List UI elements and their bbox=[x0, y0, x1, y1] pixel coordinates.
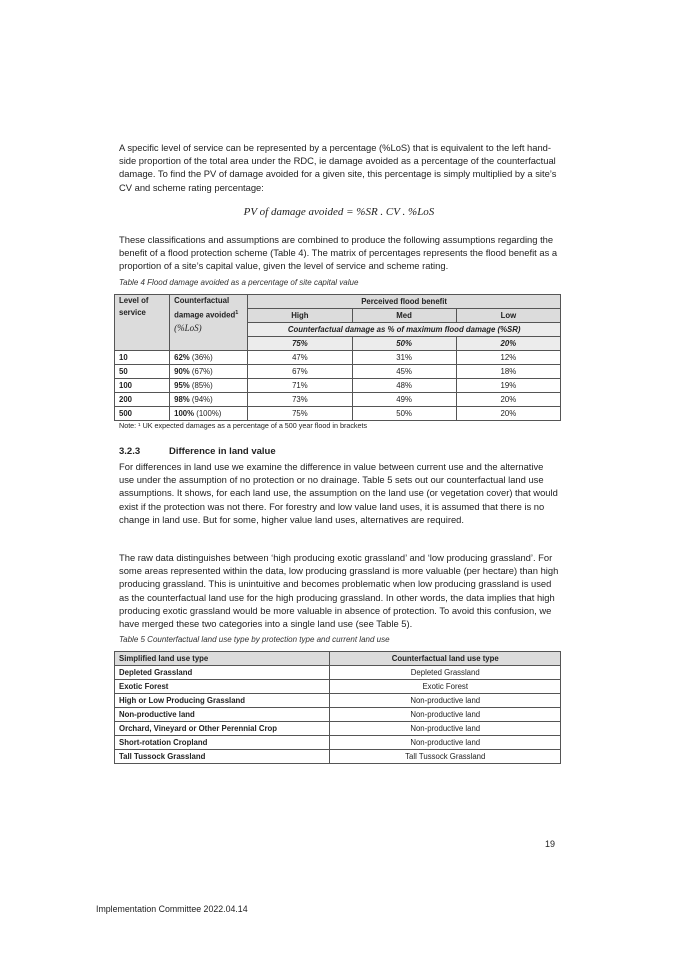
table5-simplified-cell: High or Low Producing Grassland bbox=[115, 694, 330, 708]
table4-level-cell: 10 bbox=[115, 351, 170, 365]
table5-counterfactual-cell: Non-productive land bbox=[330, 722, 561, 736]
table5-simplified-cell: Non-productive land bbox=[115, 708, 330, 722]
table4-level-cell: 500 bbox=[115, 407, 170, 421]
table4-caption: Table 4 Flood damage avoided as a percentage of site capital value bbox=[119, 278, 359, 287]
table5-row bbox=[115, 736, 561, 750]
table5-counterfactual-cell: Depleted Grassland bbox=[330, 666, 561, 680]
table4-high-cell: 73% bbox=[248, 393, 352, 407]
table4-low-cell: 19% bbox=[456, 379, 560, 393]
table4-damage-bold: 98% bbox=[174, 394, 190, 404]
table4-damage-cell bbox=[170, 379, 248, 393]
table5-counterfactual-cell: Non-productive land bbox=[330, 736, 561, 750]
table5-simplified-cell: Short-rotation Cropland bbox=[115, 736, 330, 750]
table4-row bbox=[115, 351, 561, 365]
section-heading bbox=[119, 446, 276, 457]
section-title: Difference in land value bbox=[169, 446, 276, 457]
table4-med-cell: 49% bbox=[352, 393, 456, 407]
table4-high-cell: 75% bbox=[248, 407, 352, 421]
table4-high-cell: 47% bbox=[248, 351, 352, 365]
table5-simplified-cell: Orchard, Vineyard or Other Perennial Crop bbox=[115, 722, 330, 736]
table5-counterfactual-cell: Non-productive land bbox=[330, 708, 561, 722]
table4-damage-paren: (85%) bbox=[191, 380, 213, 390]
page-number: 19 bbox=[545, 839, 556, 849]
table5-header-counterfactual: Counterfactual land use type bbox=[330, 652, 561, 666]
table4-level-cell: 200 bbox=[115, 393, 170, 407]
table5-counterfactual-cell: Non-productive land bbox=[330, 694, 561, 708]
table5-caption: Table 5 Counterfactual land use type by protection type and current land use bbox=[119, 635, 390, 644]
table4-damage-cell bbox=[170, 407, 248, 421]
table4-header-level: Level of service bbox=[115, 295, 170, 351]
table4-damage-bold: 95% bbox=[174, 380, 190, 390]
table5-simplified-cell: Exotic Forest bbox=[115, 680, 330, 694]
table4-row bbox=[115, 365, 561, 379]
table5-row bbox=[115, 708, 561, 722]
table4-header-damage-avoided bbox=[170, 295, 248, 351]
table4-subheader: Counterfactual damage as % of maximum flood damage (%SR) bbox=[248, 323, 561, 337]
table4-low-cell: 20% bbox=[456, 407, 560, 421]
table4-level-2: Low bbox=[456, 309, 560, 323]
table4-pct-2: 20% bbox=[456, 337, 560, 351]
table4-pct-1: 50% bbox=[352, 337, 456, 351]
table4-damage-paren: (67%) bbox=[191, 366, 213, 376]
table4-damage-bold: 90% bbox=[174, 366, 190, 376]
table4-level-cell: 50 bbox=[115, 365, 170, 379]
table5-simplified-cell: Depleted Grassland bbox=[115, 666, 330, 680]
table5-row bbox=[115, 666, 561, 680]
table4-group-header: Perceived flood benefit bbox=[248, 295, 561, 309]
table4-header-los-formula: (%LoS) bbox=[174, 322, 202, 333]
table5-row bbox=[115, 722, 561, 736]
table5-header-simplified: Simplified land use type bbox=[115, 652, 330, 666]
table4-high-cell: 67% bbox=[248, 365, 352, 379]
table4-level-1: Med bbox=[352, 309, 456, 323]
table5-row bbox=[115, 750, 561, 764]
table4-low-cell: 18% bbox=[456, 365, 560, 379]
table5-simplified-cell: Tall Tussock Grassland bbox=[115, 750, 330, 764]
table4-low-cell: 20% bbox=[456, 393, 560, 407]
table4-damage-paren: (100%) bbox=[196, 408, 222, 418]
table5-counterfactual-cell: Exotic Forest bbox=[330, 680, 561, 694]
table4-row bbox=[115, 407, 561, 421]
table4-med-cell: 31% bbox=[352, 351, 456, 365]
table4-med-cell: 50% bbox=[352, 407, 456, 421]
table4-damage-paren: (94%) bbox=[191, 394, 213, 404]
section-number: 3.2.3 bbox=[119, 446, 141, 457]
table4-med-cell: 45% bbox=[352, 365, 456, 379]
table4-note: Note: ¹ UK expected damages as a percentage of a 500 year flood in brackets bbox=[119, 421, 368, 430]
table5-counterfactual-cell: Tall Tussock Grassland bbox=[330, 750, 561, 764]
table4-low-cell: 12% bbox=[456, 351, 560, 365]
footer-text: Implementation Committee 2022.04.14 bbox=[96, 904, 248, 914]
table4-damage-bold: 62% bbox=[174, 352, 190, 362]
table4-row bbox=[115, 379, 561, 393]
table4-med-cell: 48% bbox=[352, 379, 456, 393]
table5-row bbox=[115, 694, 561, 708]
table4-row bbox=[115, 393, 561, 407]
table4-header-damage-text: Counterfactual damage avoided bbox=[174, 296, 236, 320]
table4-flood-damage bbox=[114, 294, 561, 421]
formula-pv-damage-avoided: PV of damage avoided = %SR . CV . %LoS bbox=[243, 206, 435, 218]
table5-counterfactual-land-use bbox=[114, 651, 561, 764]
table4-damage-paren: (36%) bbox=[191, 352, 213, 362]
table4-damage-cell bbox=[170, 393, 248, 407]
table4-damage-cell bbox=[170, 365, 248, 379]
table4-header-footnote-mark: 1 bbox=[235, 310, 239, 316]
table4-level-cell: 100 bbox=[115, 379, 170, 393]
paragraph-classifications: These classifications and assumptions are combined to produce the following assumptions regarding the benefit of a flood protection scheme (Table 4). The matrix of percentages represents the flood benefit as a proportion of a site’s capital value, given the level of service and scheme rating. bbox=[119, 234, 558, 272]
table5-row bbox=[115, 680, 561, 694]
table4-pct-0: 75% bbox=[248, 337, 352, 351]
table4-level-0: High bbox=[248, 309, 352, 323]
table4-damage-cell bbox=[170, 351, 248, 365]
paragraph-land-use: For differences in land use we examine the difference in value between current use and the alternative use under the assumption of no protection or no drainage. Table 5 sets out our counterfactual land use assumptions. It shows, for each land use, the assumption on the land use (or vegetation cover) that would exist if the protection was not there. For forestry and low value land uses, it is assumed that there is no change in land use. But for some, higher value land uses, alternatives are required. bbox=[119, 461, 558, 525]
table4-high-cell: 71% bbox=[248, 379, 352, 393]
paragraph-raw-data: The raw data distinguishes between ‘high producing exotic grassland’ and ‘low producing grassland’. For some areas represented within the data, low producing grassland is more valuable (per hectare) than high producing grassland. This is unintuitive and becomes problematic when low producing grassland is used as the counterfactual land use for the high producing grassland. In other words, the data implies that high producing exotic grassland would be more valuable in absence of protection. To avoid this confusion, we have merged these two categories into a single land use (see Table 5). bbox=[119, 552, 559, 630]
table4-damage-bold: 100% bbox=[174, 408, 195, 418]
paragraph-level-of-service: A specific level of service can be represented by a percentage (%LoS) that is equivalent to the left hand-side proportion of the total area under the RDC, ie damage avoided as a percentage of the counterfactual damage. To find the PV of damage avoided for a given site, this percentage is simply multiplied by a site’s CV and scheme rating percentage: bbox=[119, 142, 557, 193]
